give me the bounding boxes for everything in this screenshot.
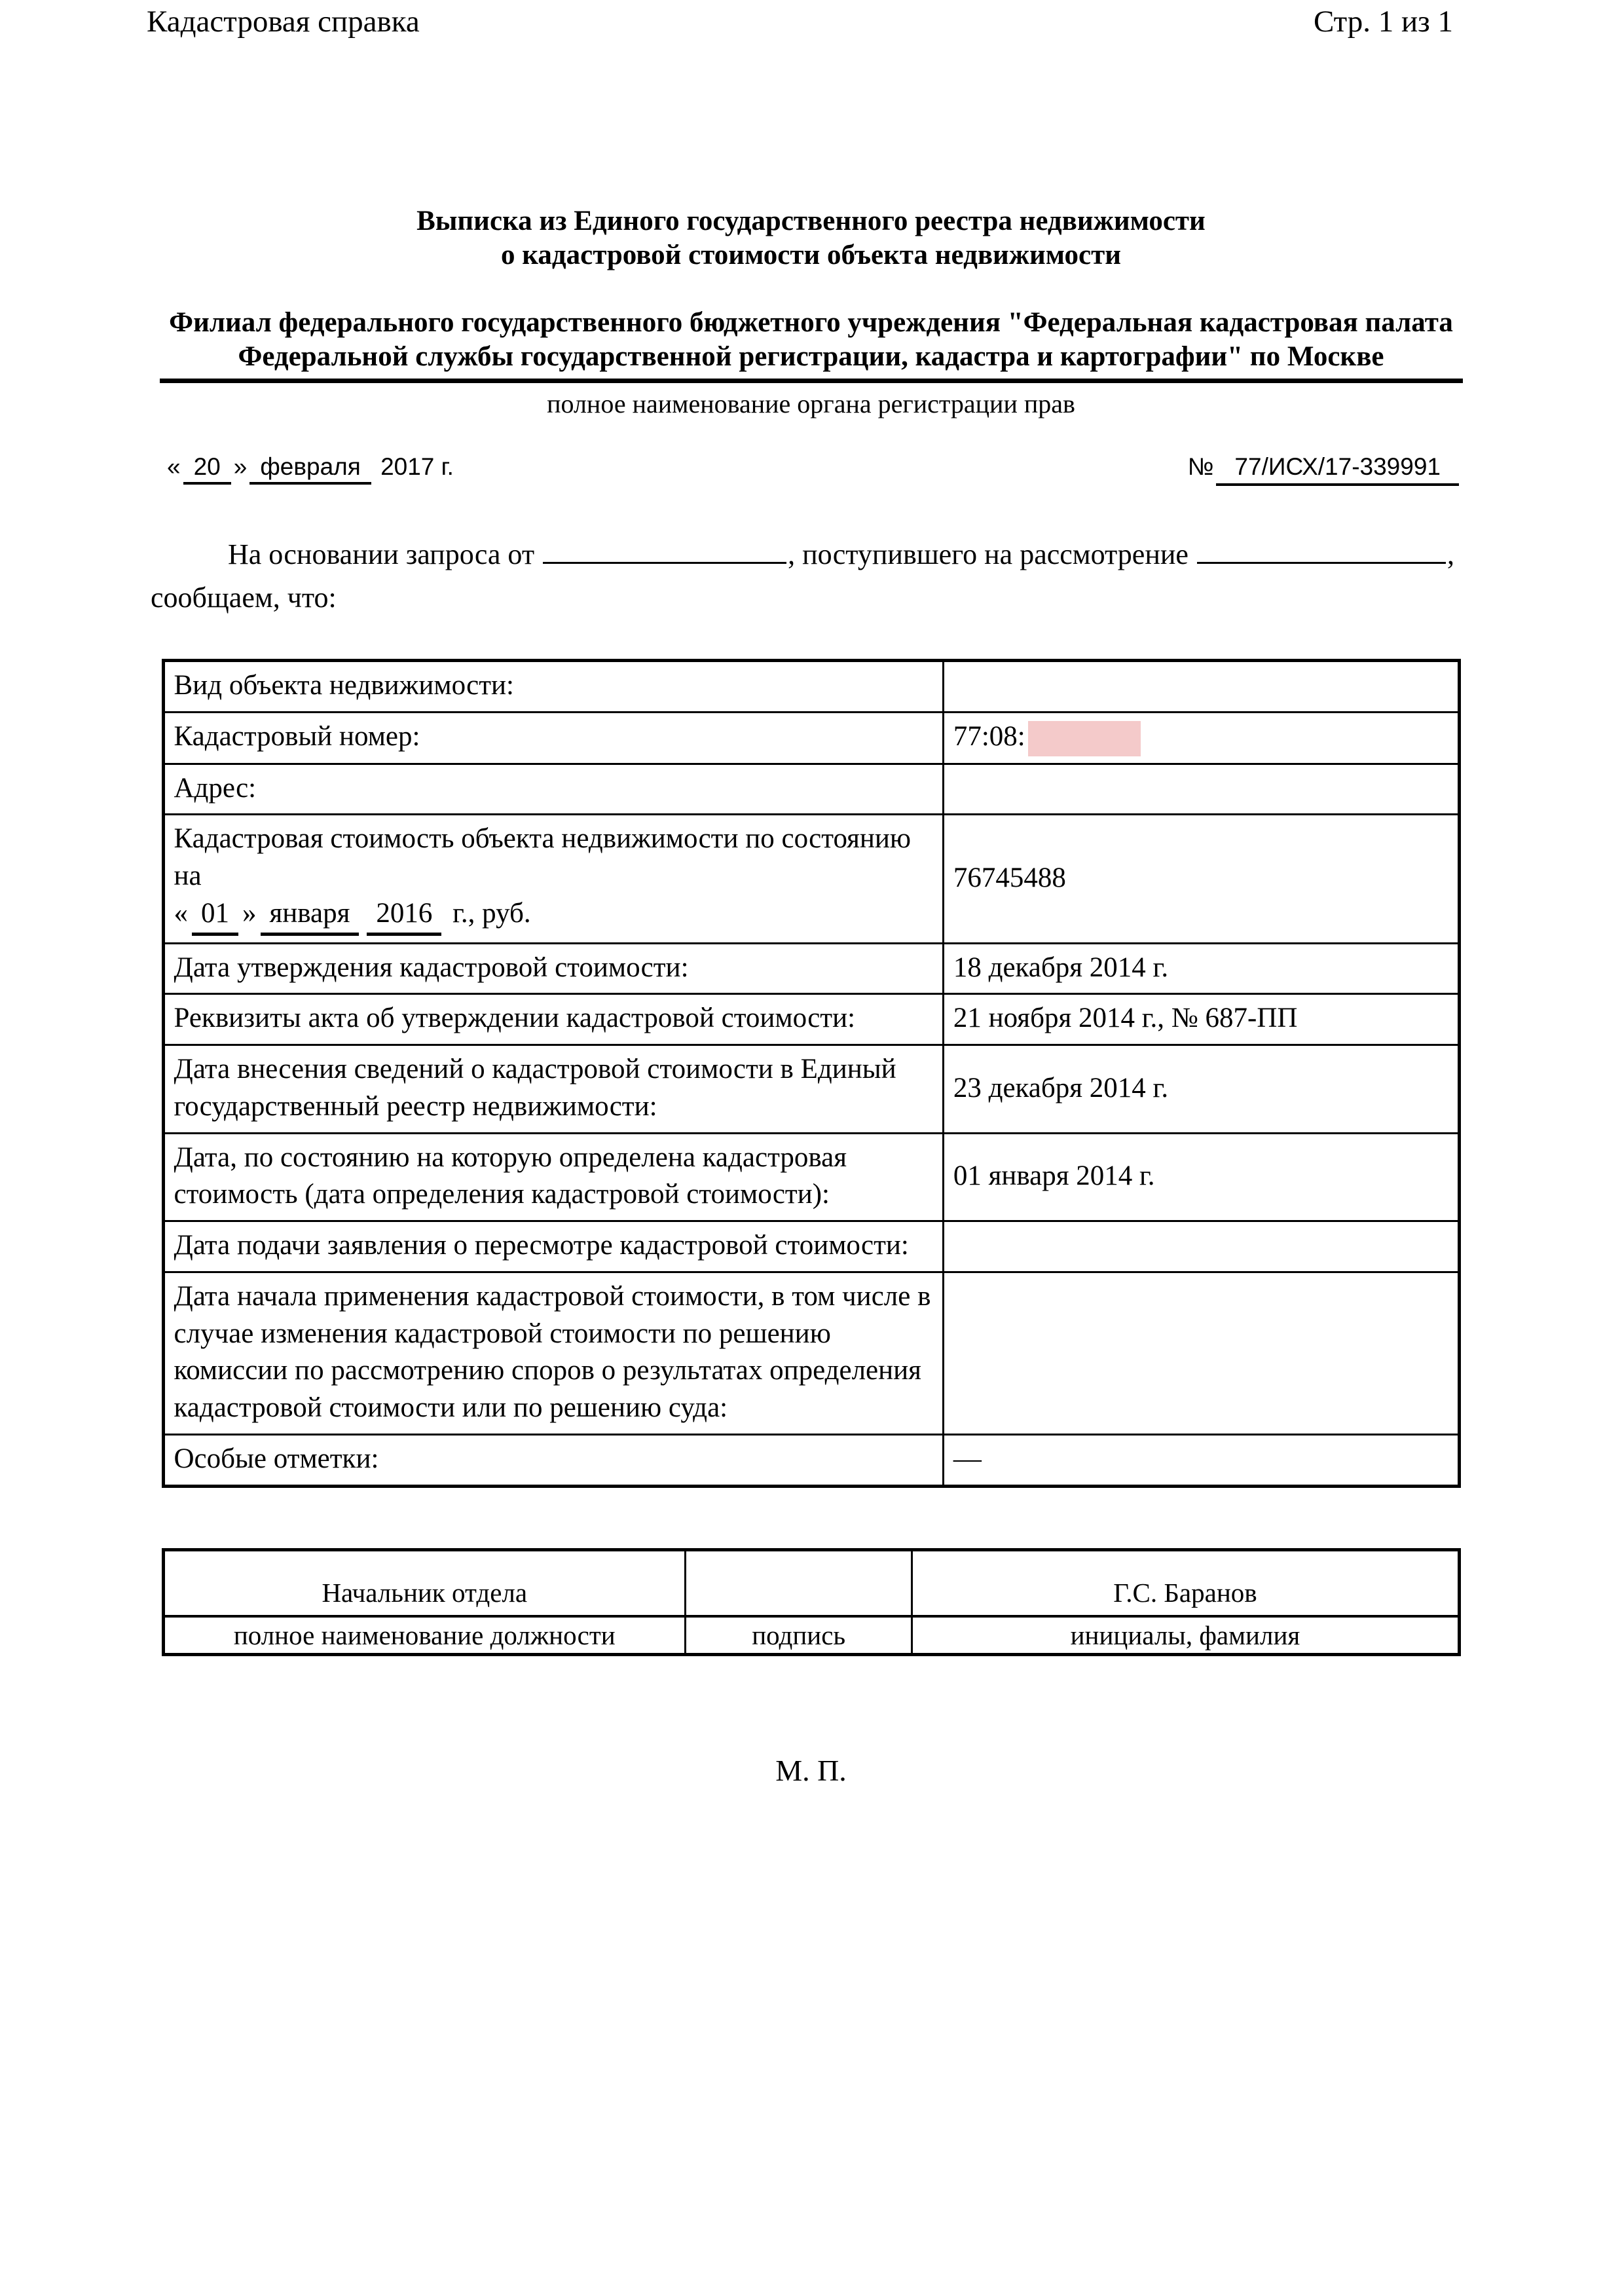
meta-row (167, 453, 1462, 486)
row-cadastral-value-label (163, 815, 943, 943)
row-special-notes-value: — (943, 1434, 1459, 1486)
signature-name-row (163, 1549, 1459, 1616)
signatory-name: Г.С. Баранов (912, 1549, 1459, 1616)
quote-open: « (174, 897, 188, 929)
row-cadastral-value (163, 815, 1459, 943)
row-cadastral-number (163, 712, 1459, 764)
intro-line-2: сообщаем, что: (151, 581, 337, 614)
document-number-value: 77/ИСХ/17-339991 (1216, 453, 1459, 486)
row-cadastral-number-value (943, 712, 1459, 764)
signature-space (686, 1549, 912, 1616)
row-review-application-date (163, 1221, 1459, 1272)
valuation-units: г., руб. (452, 897, 531, 929)
row-registry-entry-date (163, 1045, 1459, 1134)
org-name (0, 306, 1622, 375)
row-determination-date (163, 1133, 1459, 1221)
cadastral-number-prefix: 77:08: (953, 720, 1025, 752)
org-name-line-1: Филиал федерального государственного бюджетного учреждения "Федеральная кадастровая палата (169, 306, 1453, 338)
issue-month: февраля (249, 453, 371, 485)
issue-date (167, 453, 454, 485)
org-underline-rule (160, 379, 1463, 383)
quote-open: « (167, 453, 181, 480)
row-application-start-date-value (943, 1272, 1459, 1434)
row-object-type-value (943, 660, 1459, 712)
row-review-application-date-label: Дата подачи заявления о пересмотре кадастровой стоимости: (163, 1221, 943, 1272)
title-line-2: о кадастровой стоимости объекта недвижимости (501, 240, 1121, 271)
row-special-notes-label: Особые отметки: (163, 1434, 943, 1486)
number-sign: № (1187, 453, 1214, 480)
document-title (0, 204, 1622, 273)
intro-text-2: , поступившего на рассмотрение (788, 538, 1189, 570)
row-approval-date-label: Дата утверждения кадастровой стоимости: (163, 943, 943, 994)
row-determination-date-value: 01 января 2014 г. (943, 1133, 1459, 1221)
quote-close: » (233, 453, 248, 480)
valuation-month: января (261, 895, 359, 936)
row-act-details-value: 21 ноября 2014 г., № 687-ПП (943, 994, 1459, 1045)
row-cadastral-value-value: 76745488 (943, 815, 1459, 943)
valuation-day: 01 (192, 895, 238, 936)
row-object-type-label: Вид объекта недвижимости: (163, 660, 943, 712)
intro-text-1: На основании запроса от (228, 538, 535, 570)
row-act-details-label: Реквизиты акта об утверждении кадастровой стоимости: (163, 994, 943, 1045)
row-special-notes (163, 1434, 1459, 1486)
redaction-box (1028, 721, 1141, 756)
valuation-year: 2016 (367, 895, 441, 936)
issue-year: 2017 г. (380, 453, 454, 480)
name-caption: инициалы, фамилия (912, 1616, 1459, 1654)
running-header (0, 0, 1622, 39)
row-application-start-date-label: Дата начала применения кадастровой стоимости, в том числе в случае изменения кадастровой стоимости по решению комиссии по рассмотрению споров о результатах определения кадастровой стоимости или по решению суда: (163, 1272, 943, 1434)
row-approval-date-value: 18 декабря 2014 г. (943, 943, 1459, 994)
row-review-application-date-value (943, 1221, 1459, 1272)
row-object-type (163, 660, 1459, 712)
document-number (1188, 453, 1462, 486)
org-caption: полное наименование органа регистрации прав (547, 388, 1075, 418)
request-source-blank (543, 536, 786, 564)
row-address-label: Адрес: (163, 764, 943, 815)
title-line-1: Выписка из Единого государственного реестра недвижимости (416, 206, 1206, 236)
quote-close: » (242, 897, 257, 929)
doc-type-header: Кадастровая справка (147, 5, 420, 39)
row-registry-entry-date-value: 23 декабря 2014 г. (943, 1045, 1459, 1134)
row-approval-date (163, 943, 1459, 994)
signature-table (162, 1548, 1461, 1656)
row-act-details (163, 994, 1459, 1045)
org-name-line-2: Федеральной службы государственной регистрации, кадастра и картографии" по Москве (238, 341, 1384, 373)
row-application-start-date (163, 1272, 1459, 1434)
cadastral-value-label-line1: Кадастровая стоимость объекта недвижимости по состоянию на (174, 823, 912, 892)
intro-paragraph (151, 533, 1466, 620)
intro-trailing-comma: , (1447, 538, 1454, 570)
seal-placeholder: М. П. (775, 1753, 847, 1787)
signature-caption-row (163, 1616, 1459, 1654)
row-address-value (943, 764, 1459, 815)
reviewer-blank (1197, 536, 1446, 564)
row-determination-date-label: Дата, по состоянию на которую определена кадастровая стоимость (дата определения кадастровой стоимости): (163, 1133, 943, 1221)
row-address (163, 764, 1459, 815)
cadastral-data-table (162, 659, 1461, 1488)
position-caption: полное наименование должности (163, 1616, 686, 1654)
issue-day: 20 (183, 453, 231, 485)
signatory-position: Начальник отдела (163, 1549, 686, 1616)
signature-caption: подпись (686, 1616, 912, 1654)
intro-line-1 (151, 533, 1466, 576)
row-cadastral-number-label: Кадастровый номер: (163, 712, 943, 764)
page-counter: Стр. 1 из 1 (1313, 5, 1453, 39)
row-registry-entry-date-label: Дата внесения сведений о кадастровой стоимости в Единый государственный реестр недвижимости: (163, 1045, 943, 1134)
